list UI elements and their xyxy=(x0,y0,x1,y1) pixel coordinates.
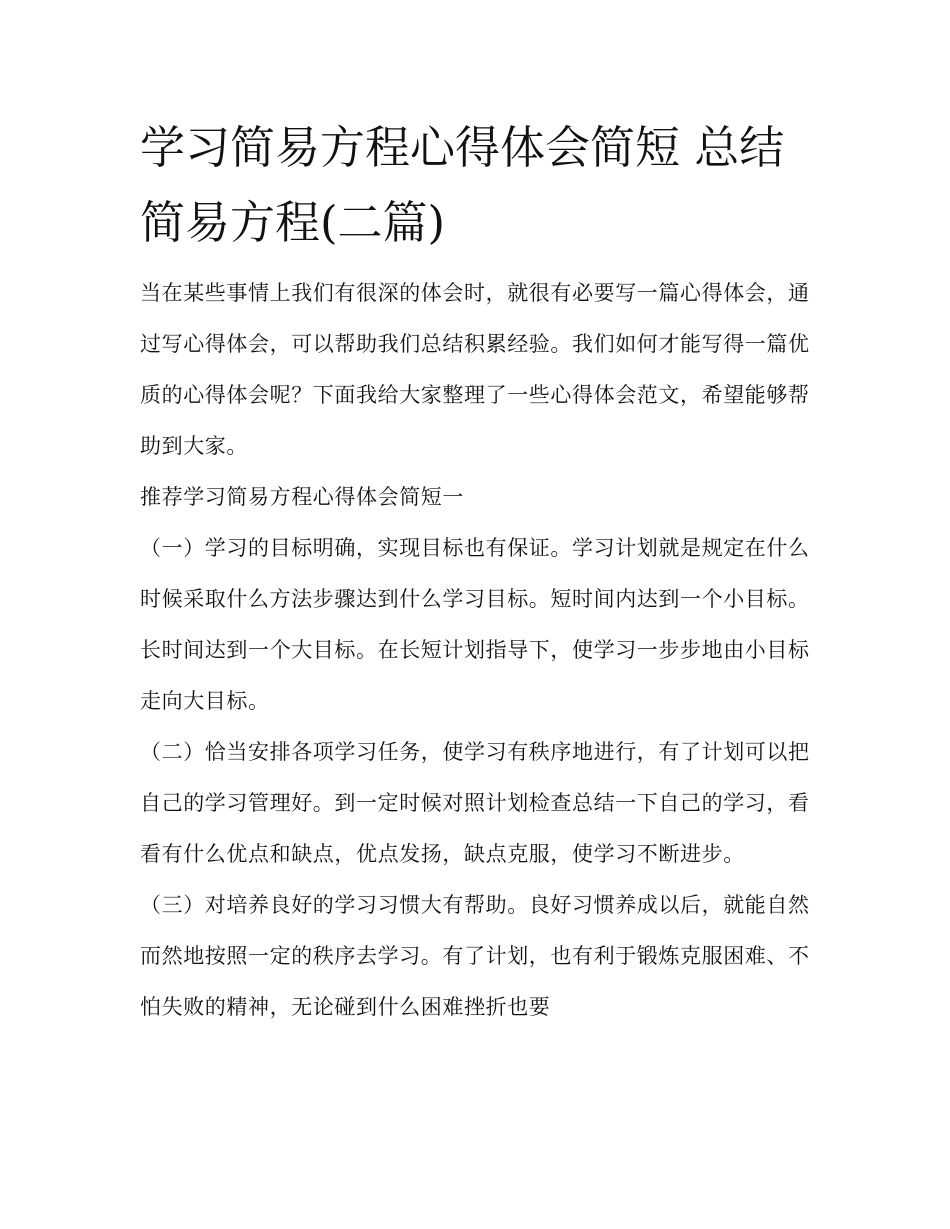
intro-paragraph: 当在某些事情上我们有很深的体会时，就很有必要写一篇心得体会，通过写心得体会，可以帮助我们总结积累经验。我们如何才能写得一篇优质的心得体会呢？下面我给大家整理了一些心得体会范文，希望能够帮助到大家。 xyxy=(140,281,810,458)
point-one-paragraph: （一）学习的目标明确，实现目标也有保证。学习计划就是规定在什么时候采取什么方法步骤达到什么学习目标。短时间内达到一个小目标。长时间达到一个大目标。在长短计划指导下，使学习一步步地由小目标走向大目标。 xyxy=(140,536,810,713)
point-two-paragraph: （二）恰当安排各项学习任务，使学习有秩序地进行，有了计划可以把自己的学习管理好。到一定时候对照计划检查总结一下自己的学习，看看有什么优点和缺点，优点发扬，缺点克服，使学习不断进步。 xyxy=(140,740,810,866)
section-heading: 推荐学习简易方程心得体会简短一 xyxy=(140,485,464,509)
point-three-paragraph: （三）对培养良好的学习习惯大有帮助。良好习惯养成以后，就能自然而然地按照一定的秩序去学习。有了计划，也有利于锻炼克服困难、不怕失败的精神，无论碰到什么困难挫折也要 xyxy=(140,893,810,1019)
document-title: 学习简易方程心得体会简短 总结简易方程(二篇) xyxy=(140,121,785,249)
document-body xyxy=(140,110,820,1033)
